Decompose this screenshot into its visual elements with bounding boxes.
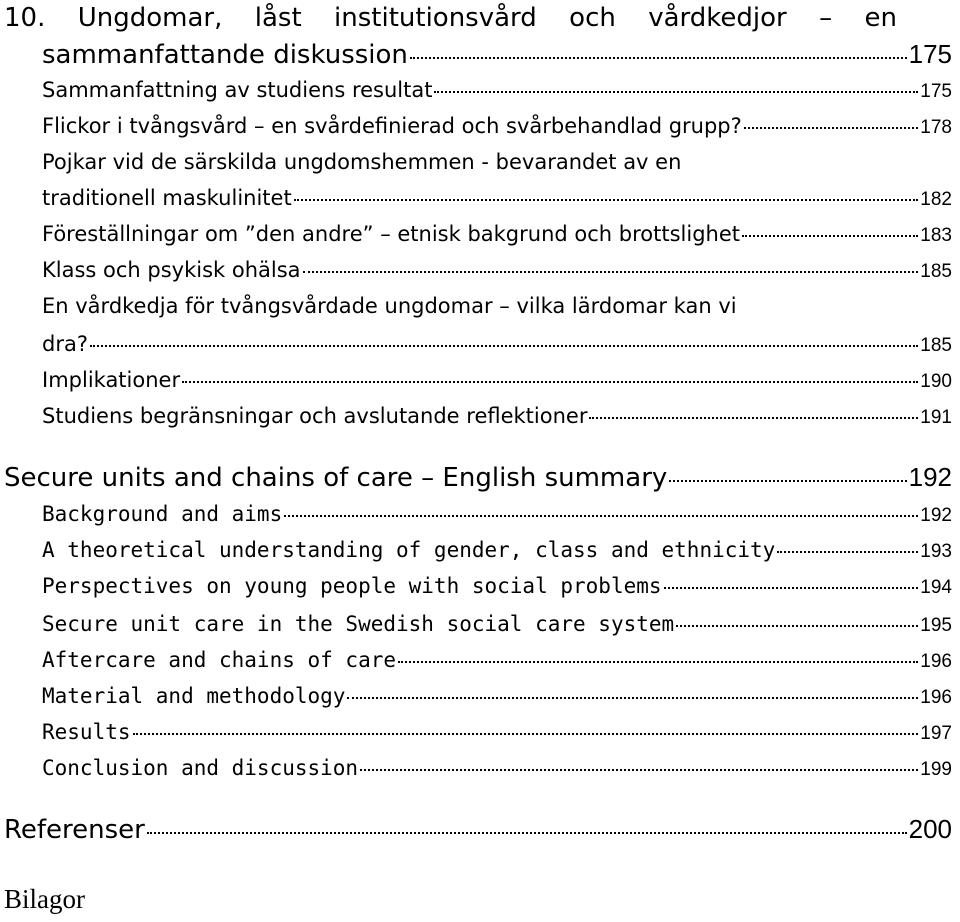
dot-leader — [434, 91, 918, 93]
toc-page-number: 185 — [920, 335, 952, 356]
dot-leader — [742, 235, 918, 237]
dot-leader — [398, 661, 918, 663]
toc-page-number: 185 — [920, 261, 952, 282]
toc-entry-label: Sammanfattning av studiens resultat — [42, 78, 433, 102]
dot-leader — [147, 832, 907, 834]
toc-entry-label: Material and methodology — [42, 684, 346, 708]
toc-entry-label: Föreställningar om ”den andre” – etnisk bakgrund och brottslighet — [42, 222, 740, 246]
toc-entry-label: A theoretical understanding of gender, class and ethnicity — [42, 538, 776, 562]
toc-entry[interactable] — [42, 224, 952, 245]
toc-entry[interactable] — [42, 758, 952, 779]
dot-leader — [182, 381, 918, 383]
dot-leader — [664, 587, 919, 589]
toc-entry-label: Conclusion and discussion — [42, 756, 359, 780]
toc-page-number: 175 — [920, 81, 952, 102]
toc-entry[interactable] — [42, 406, 952, 427]
toc-entry-label: traditionell maskulinitet — [42, 186, 292, 210]
toc-page-number: 195 — [920, 615, 952, 636]
toc-page-number: 193 — [920, 541, 952, 562]
toc-entry-label: sammanfattande diskussion — [42, 40, 408, 70]
toc-entry-appendices[interactable]: Bilagor — [4, 884, 85, 914]
dot-leader — [303, 271, 919, 273]
heading-word: Ungdomar, — [77, 3, 223, 33]
toc-entry-references[interactable] — [4, 816, 952, 843]
heading-word: och — [569, 3, 616, 33]
toc-page-number: 190 — [920, 371, 952, 392]
toc-entry[interactable] — [42, 370, 952, 391]
toc-entry[interactable] — [42, 504, 952, 525]
dot-leader — [744, 127, 919, 129]
dot-leader — [294, 199, 919, 201]
toc-page-number: 192 — [908, 462, 952, 492]
dot-leader — [284, 515, 918, 517]
toc-entry[interactable] — [42, 540, 952, 561]
heading-word: – — [819, 3, 833, 33]
toc-page-number: 194 — [920, 577, 952, 598]
dot-leader — [777, 551, 918, 553]
toc-entry-label: Implikationer — [42, 368, 181, 392]
dot-leader — [360, 769, 918, 771]
toc-page-number: 200 — [908, 814, 952, 844]
toc-entry[interactable] — [42, 80, 952, 101]
toc-entry[interactable] — [42, 650, 952, 671]
toc-page-number: 197 — [920, 723, 952, 744]
toc-page-number: 196 — [920, 651, 952, 672]
dot-leader — [347, 697, 918, 699]
toc-chapter-10-heading — [4, 5, 897, 31]
toc-entry-label: Secure unit care in the Swedish social care system — [42, 612, 675, 636]
toc-entry[interactable] — [42, 722, 952, 743]
toc-page-number: 199 — [920, 759, 952, 780]
toc-entry-label: Results — [42, 720, 131, 744]
toc-entry-label: Studiens begränsningar och avslutande reflektioner — [42, 404, 588, 428]
toc-entry-english-summary[interactable] — [4, 464, 952, 491]
toc-entry-label: Referenser — [4, 815, 145, 845]
toc-page-number: 182 — [920, 189, 952, 210]
toc-entry[interactable] — [42, 334, 952, 355]
heading-word: institutionsvård — [334, 3, 537, 33]
toc-entry-label-line: En vårdkedja för tvångsvårdade ungdomar – vilka lärdomar kan vi — [42, 294, 737, 318]
chapter-number: 10. — [4, 3, 46, 33]
dot-leader — [90, 345, 918, 347]
dot-leader — [410, 57, 907, 59]
toc-entry-label-line: Pojkar vid de särskilda ungdomshemmen - bevarandet av en — [42, 150, 682, 174]
toc-entry-label: Flickor i tvångsvård – en svårdefinierad och svårbehandlad grupp? — [42, 114, 742, 138]
toc-page-number: 183 — [920, 225, 952, 246]
toc-page-number: 175 — [908, 39, 952, 69]
heading-word: en — [864, 3, 897, 33]
toc-entry-label: Aftercare and chains of care — [42, 648, 397, 672]
toc-page-number: 191 — [920, 407, 952, 428]
toc-entry-label: Secure units and chains of care – English summary — [4, 463, 668, 493]
toc-entry-label: dra? — [42, 332, 88, 356]
toc-entry[interactable] — [42, 686, 952, 707]
toc-entry[interactable] — [42, 614, 952, 635]
toc-page-number: 196 — [920, 687, 952, 708]
toc-entry[interactable] — [42, 188, 952, 209]
toc-page-number: 192 — [920, 505, 952, 526]
dot-leader — [133, 733, 919, 735]
toc-page-number: 178 — [920, 117, 952, 138]
toc-entry-label: Klass och psykisk ohälsa — [42, 258, 301, 282]
heading-word: vårdkedjor — [648, 3, 787, 33]
toc-entry-label: Perspectives on young people with social problems — [42, 574, 662, 598]
toc-entry-chapter-10[interactable] — [42, 41, 952, 68]
heading-word: låst — [254, 3, 302, 33]
toc-entry[interactable] — [42, 576, 952, 597]
toc-entry[interactable] — [42, 116, 952, 137]
dot-leader — [669, 480, 906, 482]
dot-leader — [676, 625, 918, 627]
toc-entry-label: Background and aims — [42, 502, 283, 526]
dot-leader — [589, 417, 918, 419]
toc-entry[interactable] — [42, 260, 952, 281]
